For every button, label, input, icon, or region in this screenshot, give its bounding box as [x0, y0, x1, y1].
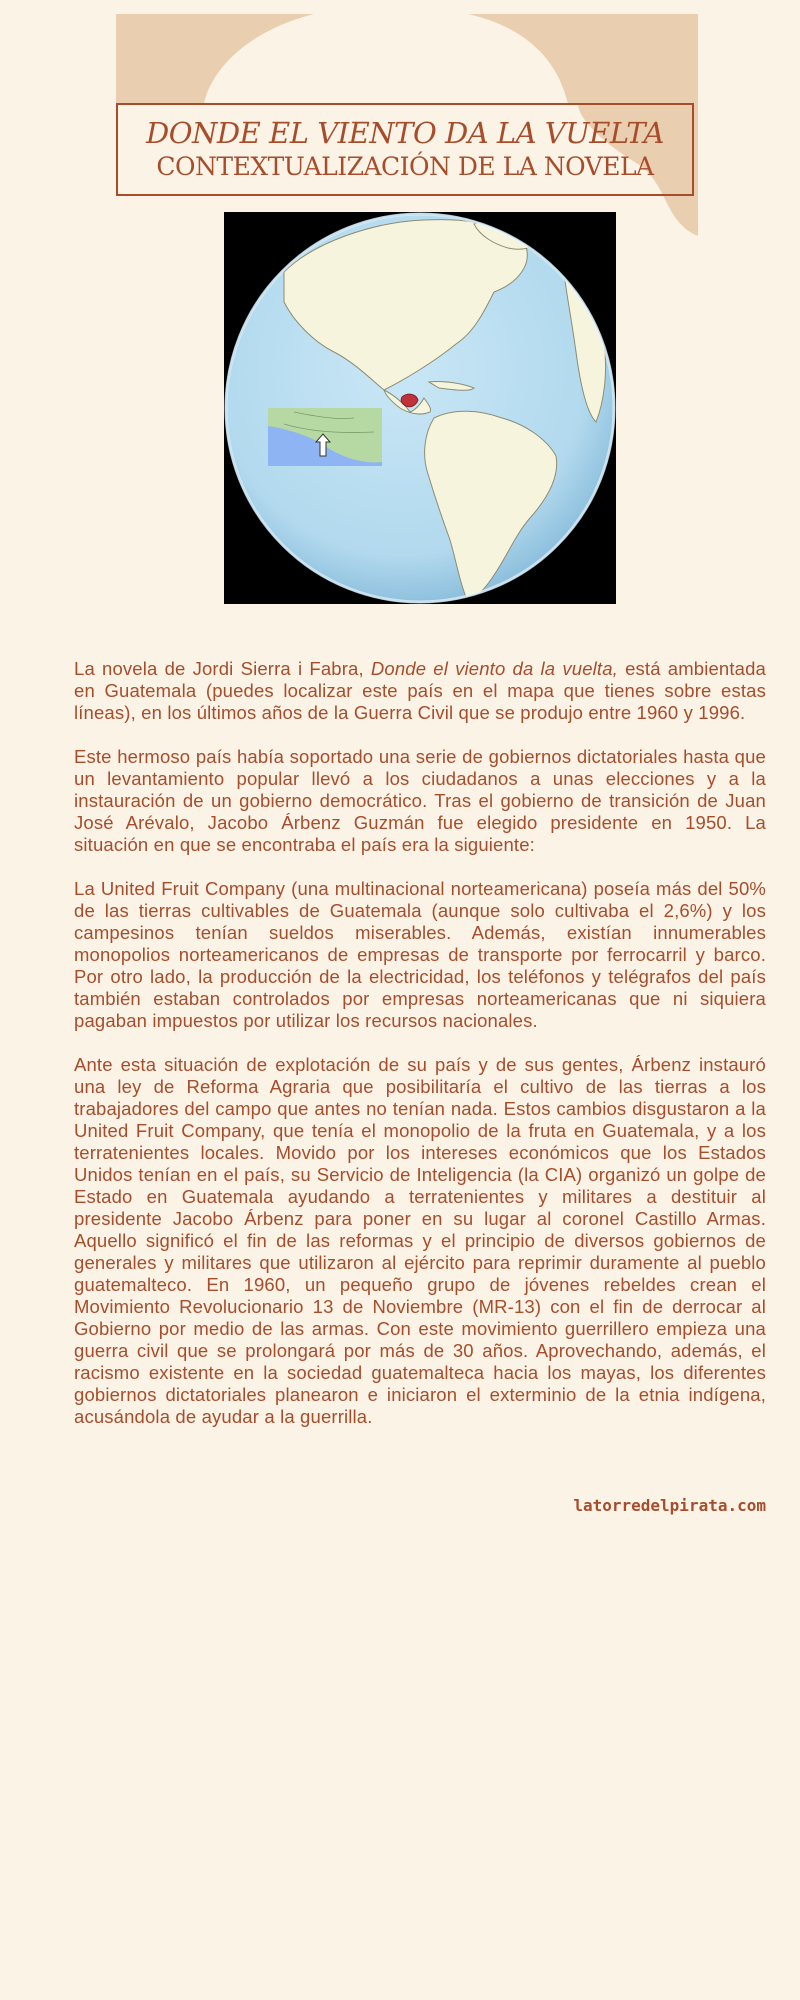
- article-body: [74, 658, 766, 1450]
- site-brand: latorredelpirata.com: [573, 1496, 766, 1515]
- page-subtitle: CONTEXTUALIZACIÓN DE LA NOVELA: [156, 151, 654, 181]
- guatemala-inset-map: [268, 408, 382, 466]
- title-box: [116, 103, 694, 196]
- book-title: Donde el viento da la vuelta,: [370, 658, 618, 679]
- globe-map-image: [224, 212, 616, 604]
- paragraph-1: La novela de Jordi Sierra i Fabra, Donde el viento da la vuelta, está ambientada en Guatemala (puedes localizar este país en el mapa que tienes sobre estas líneas), en los últimos años de la Guerra Civil que se produjo entre 1960 y 1996.: [74, 658, 766, 723]
- globe-icon: [224, 212, 616, 604]
- paragraph-3: La United Fruit Company (una multinacional norteamericana) poseía más del 50% de las tierras cultivables de Guatemala (aunque solo cultivaba el 2,6%) y los campesinos tenían sueldos miserables. Además, existían innumerables monopolios norteamericanos de empresas de transporte por ferrocarril y barco. Por otro lado, la producción de la electricidad, los teléfonos y telégrafos del país también estaban controlados por empresas norteamericanas que ni siquiera pagaban impuestos por utilizar los recursos nacionales.: [74, 878, 766, 1031]
- page-title: DONDE EL VIENTO DA LA VUELTA: [146, 115, 664, 150]
- paragraph-2: Este hermoso país había soportado una serie de gobiernos dictatoriales hasta que un levantamiento popular llevó a los ciudadanos a unas elecciones y a la instauración de un gobierno democrático. Tras el gobierno de transición de Juan José Arévalo, Jacobo Árbenz Guzmán fue elegido presidente en 1950. La situación en que se encontraba el país era la siguiente:: [74, 746, 766, 855]
- paragraph-4: Ante esta situación de explotación de su país y de sus gentes, Árbenz instauró una ley de Reforma Agraria que posibilitaría el cultivo de las tierras a los trabajadores del campo que antes no tenían nada. Estos cambios disgustaron a la United Fruit Company, que tenía el monopolio de la fruta en Guatemala, y a los terratenientes locales. Movido por los intereses económicos que los Estados Unidos tenían en el país, su Servicio de Inteligencia (la CIA) organizó un golpe de Estado en Guatemala ayudando a terratenientes y militares a destituir al presidente Jacobo Árbenz para poner en su lugar al coronel Castillo Armas. Aquello significó el fin de las reformas y el principio de diversos gobiernos de generales y militares que utilizaron al ejército para reprimir duramente al pueblo guatemalteco. En 1960, un pequeño grupo de jóvenes rebeldes crean el Movimiento Revolucionario 13 de Noviembre (MR-13) con el fin de derrocar al Gobierno por medio de las armas. Con este movimiento guerrillero empieza una guerra civil que se prolongará por más de 30 años. Aprovechando, además, el racismo existente en la sociedad guatemalteca hacia los mayas, los diferentes gobiernos dictatoriales planearon e iniciaron el exterminio de la etnia indígena, acusándola de ayudar a la guerrilla.: [74, 1054, 766, 1427]
